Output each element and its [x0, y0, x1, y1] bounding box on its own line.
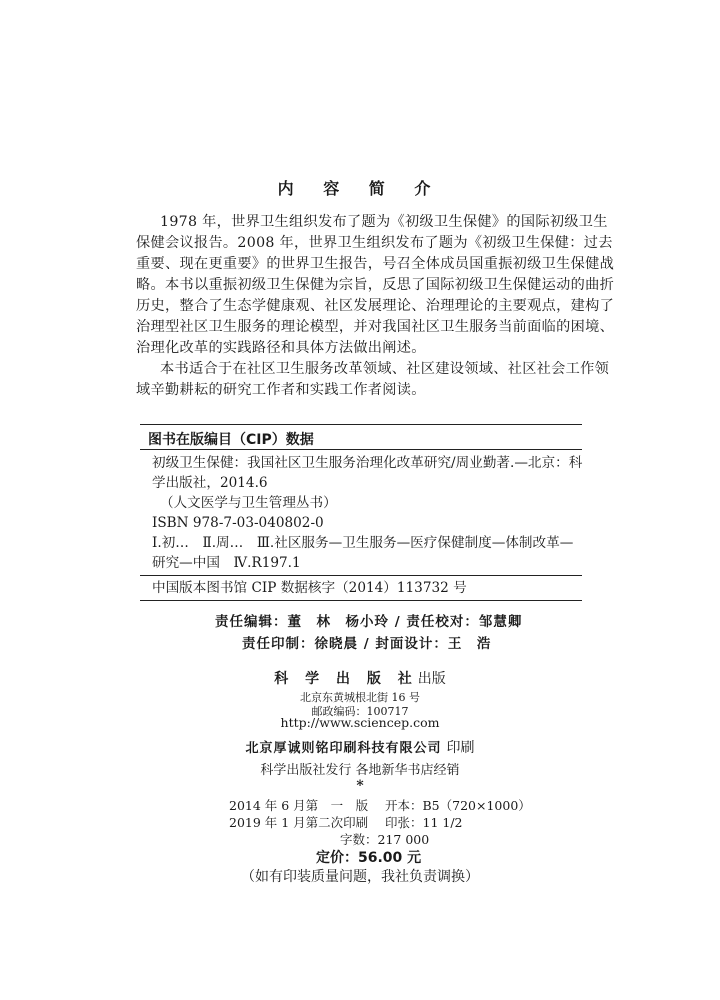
printer-line — [0, 737, 720, 757]
publisher-suffix: 出版 — [417, 671, 446, 687]
publisher-postcode: 邮政编码：100717 — [311, 705, 409, 718]
edition-format: 开本：B5（720×1000） — [385, 798, 531, 813]
edition-sheets: 印张：11 1/2 — [385, 815, 463, 830]
price-label: 定价： — [316, 850, 358, 866]
distribution-note: 科学出版社发行 各地新华书店经销 — [260, 763, 460, 778]
edition-reprint: 2019 年 1 月第二次印刷 — [229, 815, 369, 830]
intro-line-4: 略。本书以重振初级卫生保健为宗旨，反思了国际初级卫生保健运动的曲折 — [136, 277, 615, 293]
page-title: 内 容 简 介 — [277, 179, 443, 198]
intro-line-6: 治理型社区卫生服务的理论模型，并对我国社区卫生服务当前面临的困境、 — [136, 319, 615, 335]
cip-line-1: 初级卫生保健：我国社区卫生服务治理化改革研究/周业勤著.—北京：科 — [152, 455, 583, 471]
cip-line-4: ISBN 978-7-03-040802-0 — [152, 515, 324, 531]
publisher-url: http://www.sciencep.com — [280, 715, 440, 730]
publisher-line — [0, 668, 720, 688]
printer-name: 北京厚诚则铭印刷科技有限公司 — [245, 741, 442, 756]
asterisk-separator: * — [356, 778, 364, 794]
cip-top-rule — [140, 424, 582, 425]
credits-line-2: 责任印制：徐晓晨 / 封面设计：王 浩 — [242, 636, 492, 652]
edition-words: 字数：217 000 — [340, 832, 430, 847]
cip-line-6: 研究—中国 Ⅳ.R197.1 — [152, 555, 301, 571]
publisher-address: 北京东黄城根北街 16 号 — [300, 691, 420, 704]
publisher-name: 科 学 出 版 社 — [274, 671, 418, 687]
cip-heading: 图书在版编目（CIP）数据 — [148, 432, 314, 448]
intro-line-3: 重要、现在更重要》的世界卫生报告，号召全体成员国重振初级卫生保健战 — [136, 256, 615, 272]
quality-note: （如有印装质量问题，我社负责调换） — [241, 869, 479, 885]
credits-line-1: 责任编辑：董 林 杨小玲 / 责任校对：邹慧卿 — [215, 614, 523, 630]
edition-first: 2014 年 6 月第 一 版 — [229, 798, 369, 813]
cip-mid-rule — [140, 575, 582, 576]
intro-line-7: 治理化改革的实践路径和具体方法做出阐述。 — [136, 340, 426, 356]
cip-bottom-rule — [140, 600, 582, 601]
printer-suffix: 印刷 — [446, 740, 475, 756]
intro-line-1: 1978 年，世界卫生组织发布了题为《初级卫生保健》的国际初级卫生 — [160, 214, 608, 230]
price-value: 56.00 元 — [358, 850, 422, 866]
price-line — [316, 847, 421, 867]
intro-line-8: 本书适合于在社区卫生服务改革领域、社区建设领域、社区社会工作领 — [160, 361, 610, 377]
cip-line-3: （人文医学与卫生管理丛书） — [160, 495, 337, 511]
intro-line-5: 历史，整合了生态学健康观、社区发展理论、治理理论的主要观点，建构了 — [136, 298, 615, 314]
intro-line-2: 保健会议报告。2008 年，世界卫生组织发布了题为《初级卫生保健：过去 — [136, 235, 613, 251]
cip-line-2: 学出版社，2014.6 — [152, 475, 268, 491]
cip-line-7: 中国版本图书馆 CIP 数据核字（2014）113732 号 — [152, 580, 467, 596]
intro-line-9: 域辛勤耕耘的研究工作者和实践工作者阅读。 — [136, 382, 426, 398]
cip-line-5: Ⅰ.初… Ⅱ.周… Ⅲ.社区服务—卫生服务—医疗保健制度—体制改革— — [152, 535, 574, 551]
cip-heading-rule — [140, 449, 582, 450]
